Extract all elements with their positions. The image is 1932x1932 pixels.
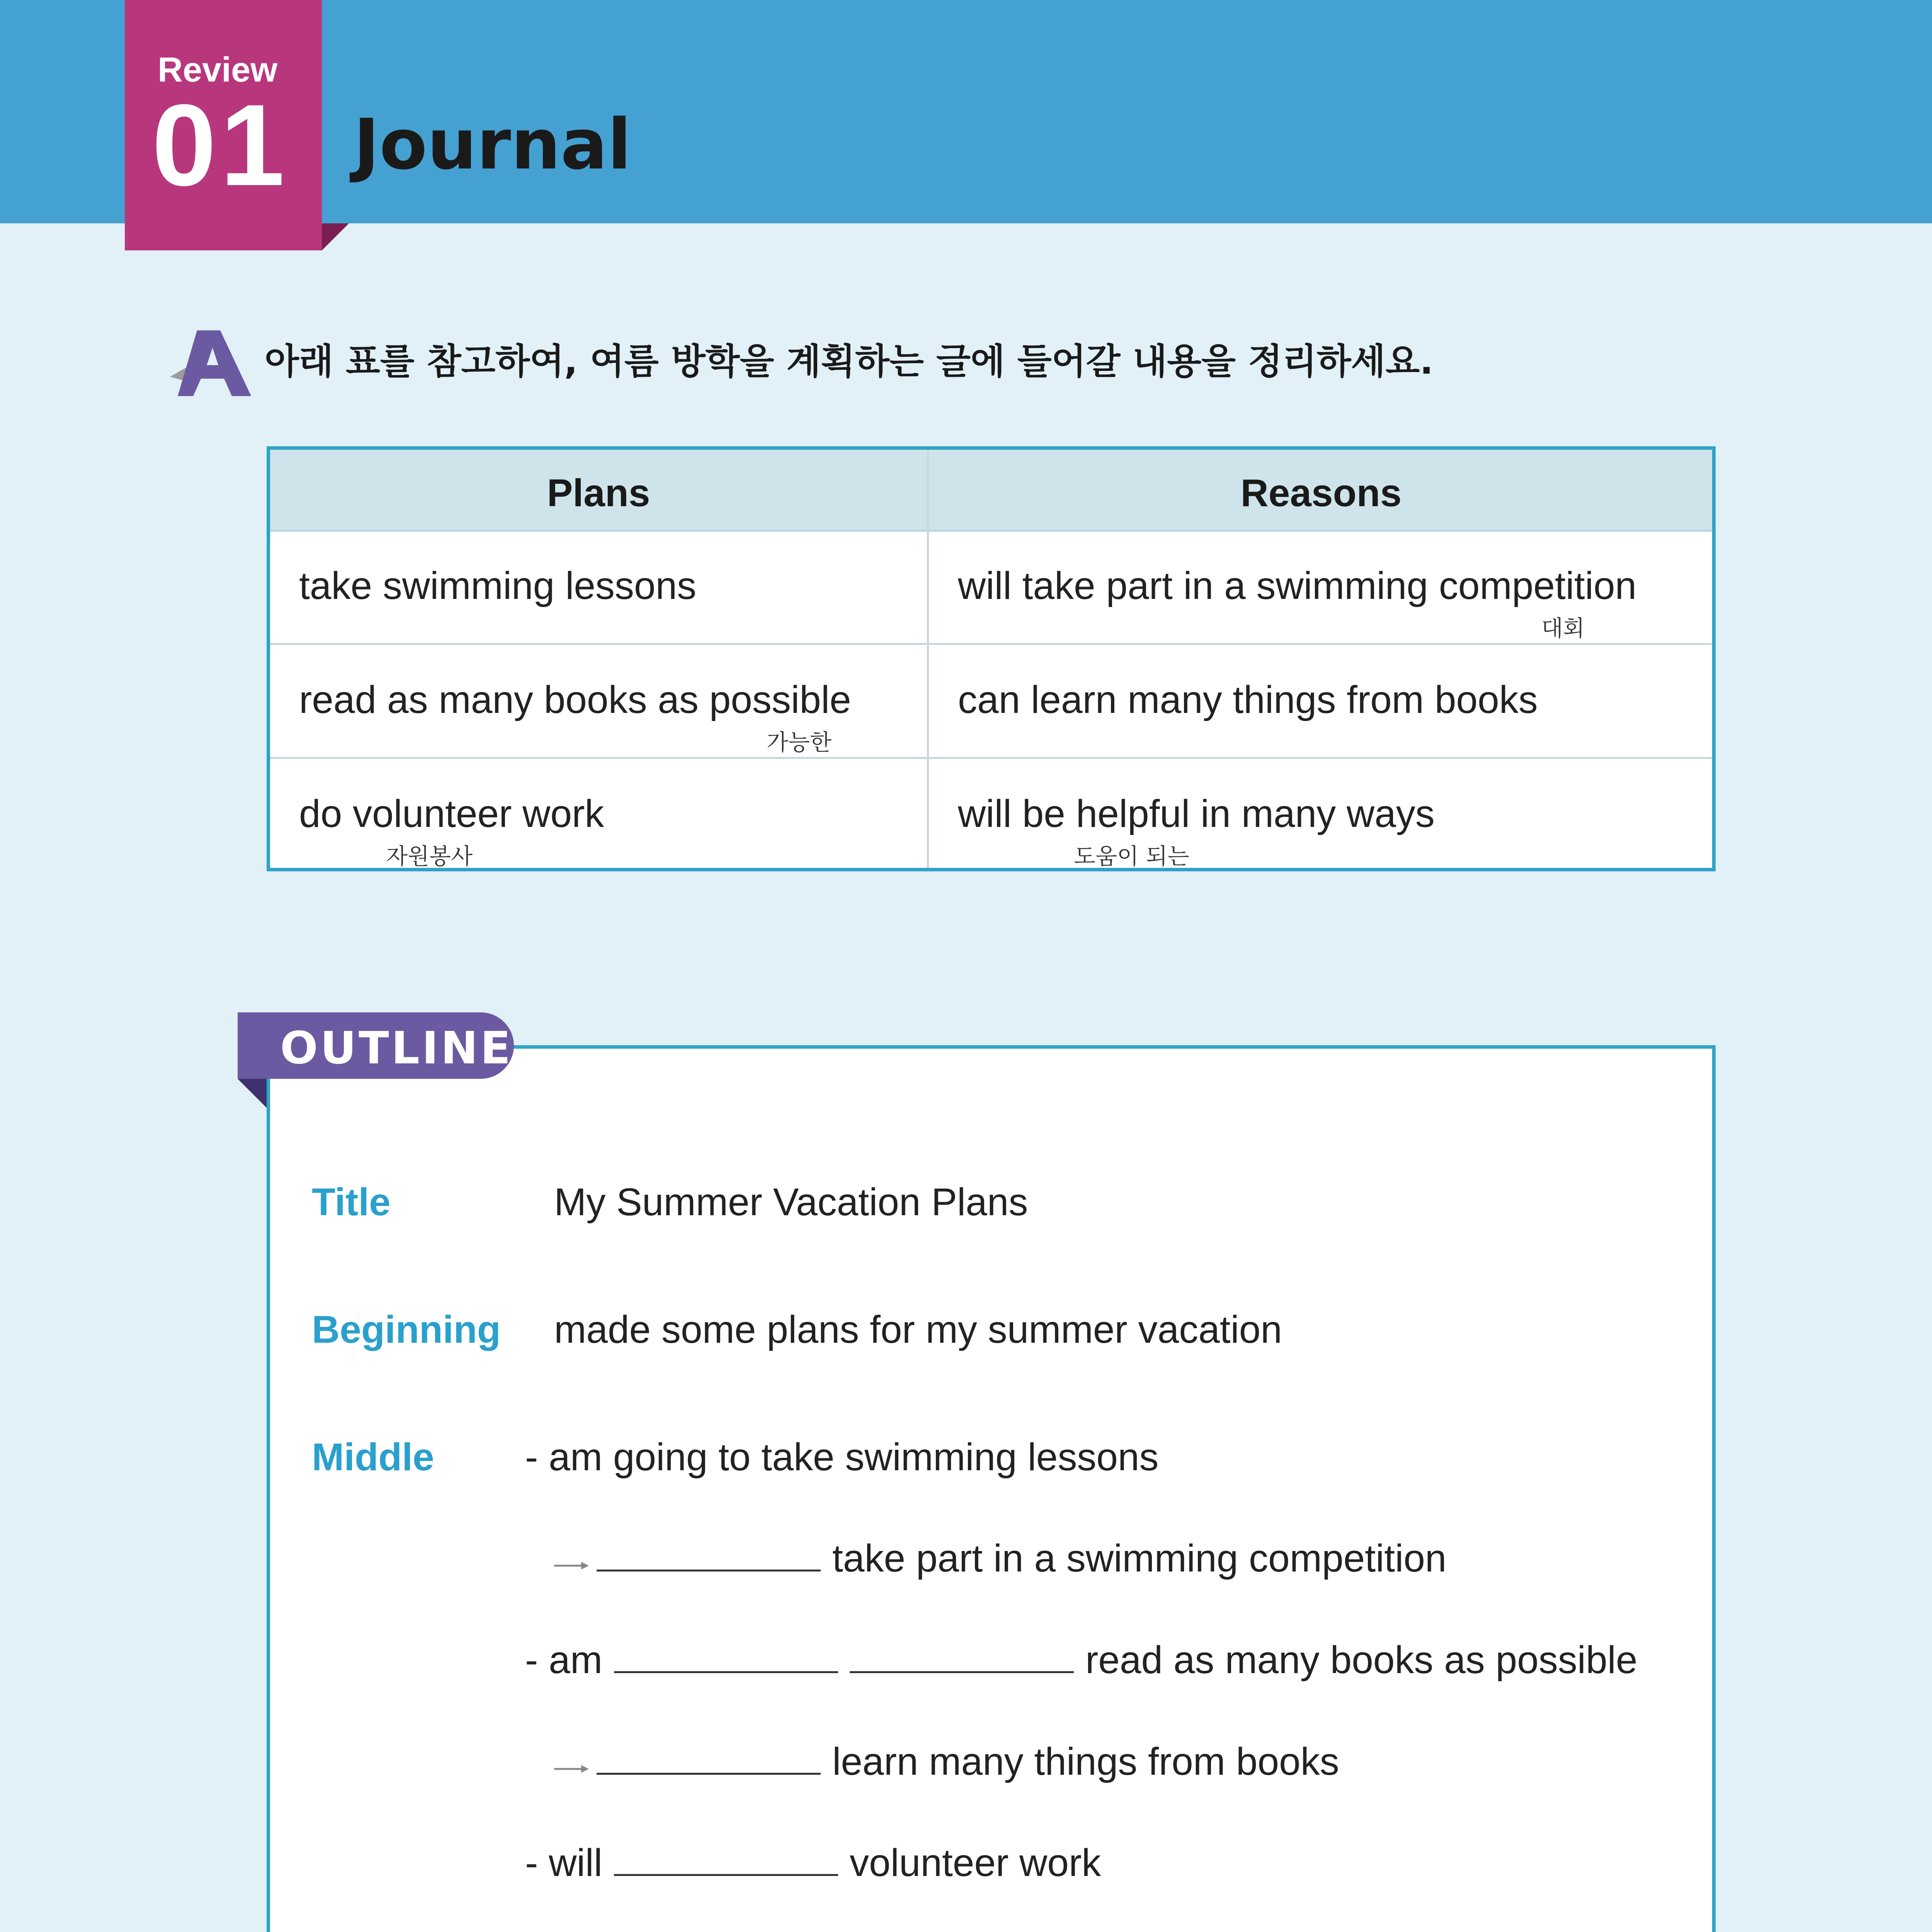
table-cell-plan: do volunteer work (299, 792, 604, 835)
badge-fold (322, 223, 349, 250)
plans-table (267, 446, 1716, 871)
middle-line-3-text: read as many books as possible (1085, 1638, 1638, 1682)
outline-tab (238, 1012, 514, 1079)
gloss-note: 자원봉사 (386, 843, 473, 869)
gloss-note: 도움이 되는 (1074, 843, 1189, 869)
table-cell-reason: will take part in a swimming competition (958, 564, 1637, 607)
outline-beginning-label: Beginning (312, 1308, 501, 1351)
arrow-icon (554, 1560, 589, 1571)
middle-line-3 (525, 1638, 1638, 1682)
review-label: Review (158, 51, 278, 89)
middle-line-2 (554, 1536, 1447, 1581)
header-plans: Plans (547, 471, 650, 515)
arrow-icon (554, 1763, 589, 1775)
row-divider (270, 643, 1712, 645)
middle-line-4-text: learn many things from books (832, 1740, 1339, 1783)
middle-line-5-text: volunteer work (849, 1841, 1101, 1884)
middle-line-2-text: take part in a swimming competition (832, 1537, 1447, 1580)
middle-line-4 (554, 1740, 1339, 1784)
middle-line-5-prefix: - will (525, 1841, 602, 1884)
table-cell-plan: read as many books as possible (299, 678, 851, 721)
answer-blank[interactable] (597, 1546, 821, 1571)
answer-blank[interactable] (614, 1851, 838, 1876)
outline-title-text: My Summer Vacation Plans (554, 1180, 1028, 1224)
answer-blank[interactable] (850, 1648, 1074, 1673)
outline-box (267, 1045, 1716, 1932)
section-a-icon (170, 330, 251, 396)
outline-tab-label: OUTLINE (280, 1022, 513, 1074)
row-divider (270, 757, 1712, 759)
middle-line-1: - am going to take swimming lessons (525, 1435, 1159, 1479)
page-title: Journal (354, 104, 631, 185)
gloss-note: 가능한 (767, 729, 832, 755)
middle-line-5 (525, 1841, 1101, 1885)
outline-title-label: Title (312, 1180, 391, 1224)
answer-blank[interactable] (614, 1648, 838, 1673)
outline-tab-fold (238, 1079, 267, 1108)
lesson-number: 01 (152, 80, 289, 210)
outline-middle-label: Middle (312, 1435, 434, 1479)
middle-line-3-prefix: - am (525, 1638, 602, 1682)
table-cell-reason: will be helpful in many ways (958, 792, 1435, 835)
gloss-note: 대회 (1541, 615, 1585, 641)
table-cell-reason: can learn many things from books (958, 678, 1538, 721)
review-badge (125, 0, 322, 250)
answer-blank[interactable] (597, 1750, 821, 1775)
table-cell-plan: take swimming lessons (299, 564, 697, 607)
header-reasons: Reasons (1240, 471, 1402, 515)
instruction-text: 아래 표를 참고하여, 여름 방학을 계획하는 글에 들어갈 내용을 정리하세요. (265, 341, 1434, 382)
outline-beginning-text: made some plans for my summer vacation (554, 1308, 1282, 1351)
